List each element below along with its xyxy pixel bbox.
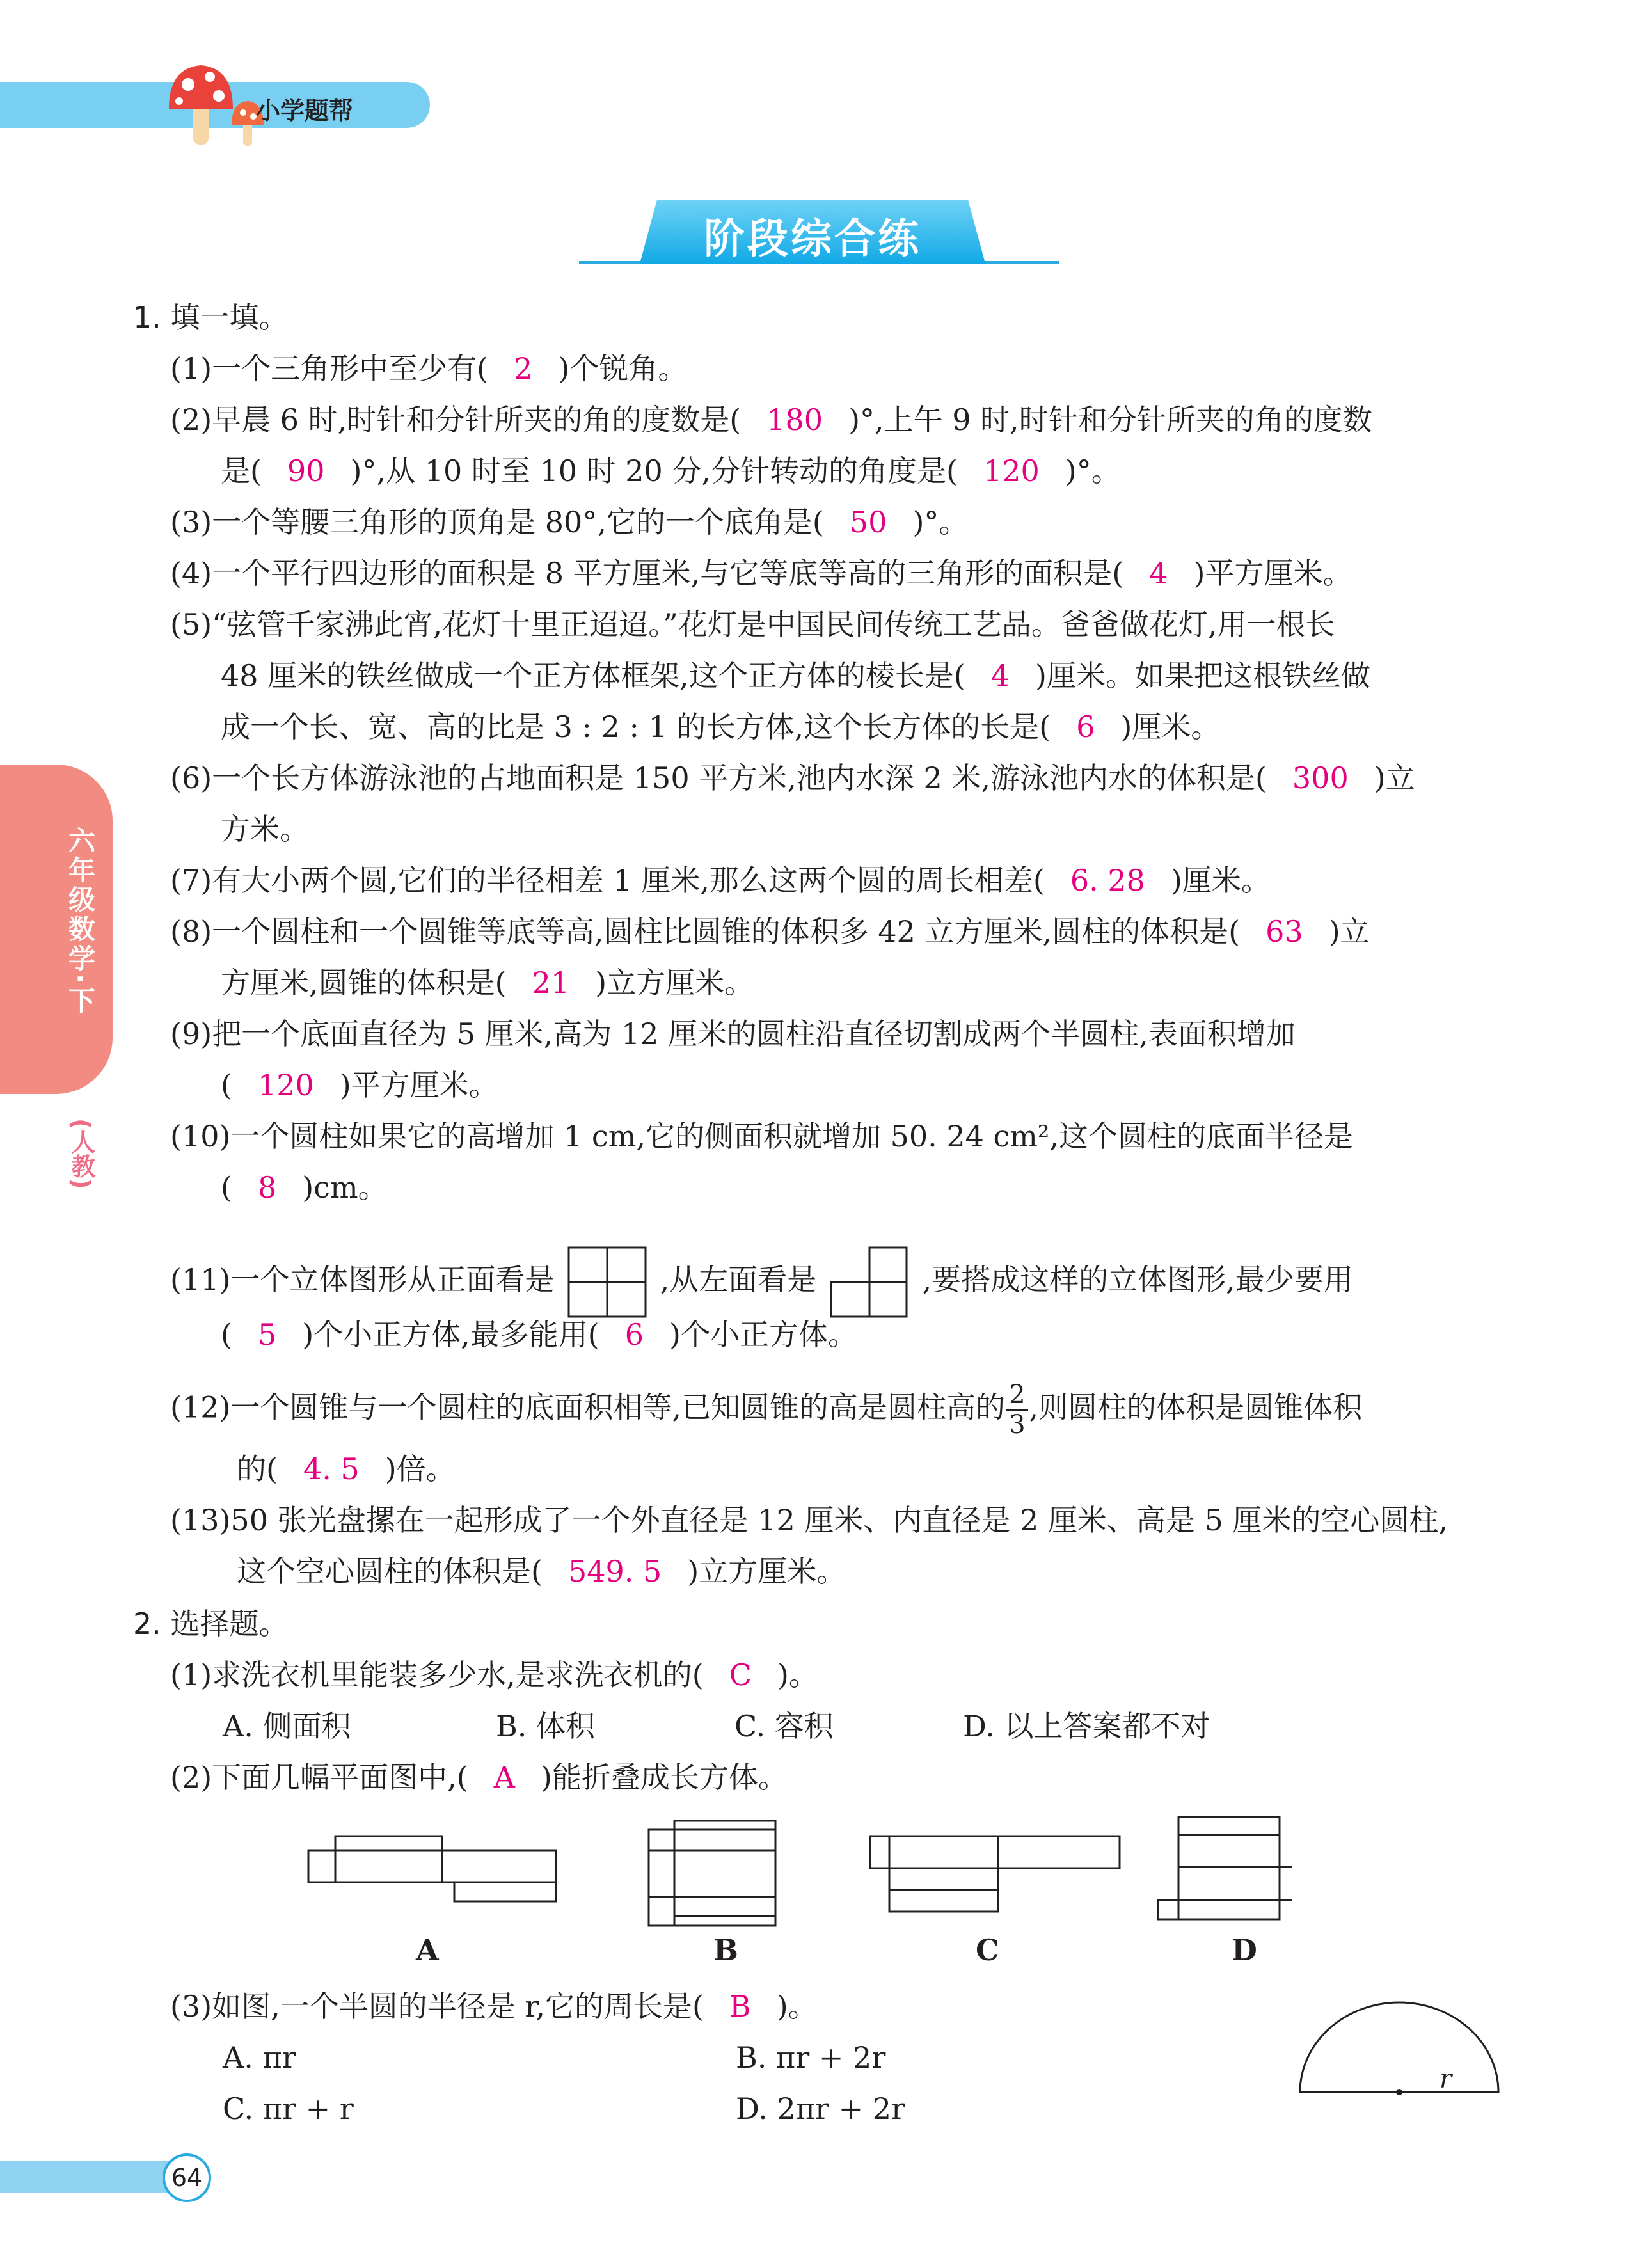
q1-item-9-cont: ( 120 )平方厘米。	[221, 1068, 498, 1102]
nets-figure	[301, 1811, 1292, 1971]
net-label-a: A	[416, 1933, 439, 1967]
answer: 21	[532, 965, 570, 1000]
section-title: 阶段综合练	[704, 216, 921, 263]
answer: 2	[514, 351, 533, 386]
q1-item-5-cont2: 成一个长、宽、高的比是 3 : 2 : 1 的长方体,这个长方体的长是( 6 )厘米。	[221, 710, 1221, 744]
semicircle-figure	[1292, 1990, 1510, 2105]
q2-3-option-d: D. 2πr + 2r	[736, 2091, 906, 2126]
q1-item-13-cont: 这个空心圆柱的体积是( 549. 5 )立方厘米。	[237, 1554, 846, 1589]
q2-1-option-d: D. 以上答案都不对	[963, 1709, 1210, 1743]
q2-3-option-a: A. πr	[223, 2040, 296, 2075]
answer: 50	[849, 505, 887, 539]
answer: 6	[624, 1317, 644, 1352]
q1-item-8: (8)一个圆柱和一个圆锥等底等高,圆柱比圆锥的体积多 42 立方厘米,圆柱的体积是( 63 )立	[170, 914, 1370, 949]
answer: 4. 5	[303, 1452, 360, 1486]
q2-1-option-b: B. 体积	[496, 1709, 596, 1743]
answer: 4	[1149, 556, 1168, 591]
left-view-figure	[830, 1246, 909, 1318]
q2-1-option-c: C. 容积	[734, 1709, 834, 1743]
q1-item-11: (11)一个立体图形从正面看是 ,从左面看是 ,要搭成这样的立体图形,最少要用	[170, 1246, 1353, 1318]
answer: 300	[1292, 761, 1349, 795]
q1-item-6: (6)一个长方体游泳池的占地面积是 150 平方米,池内水深 2 米,游泳池内水的体积是( 300 )立	[170, 761, 1415, 795]
q1-item-5: (5)“弦管千家沸此宵,花灯十里正迢迢。”花灯是中国民间传统工艺品。爸爸做花灯,用一根长	[170, 607, 1335, 642]
q1-item-2: (2)早晨 6 时,时针和分针所夹的角的度数是( 180 )°,上午 9 时,时针和分针所夹的角的度数	[170, 402, 1372, 437]
q2-3-option-b: B. πr + 2r	[736, 2040, 886, 2075]
page-number: 64	[163, 2153, 211, 2202]
q1-item-10: (10)一个圆柱如果它的高增加 1 cm,它的侧面积就增加 50. 24 cm²,这个圆柱的底面半径是	[170, 1119, 1353, 1154]
answer: 5	[257, 1317, 277, 1352]
answer: 6. 28	[1070, 863, 1145, 898]
q1-item-5-cont: 48 厘米的铁丝做成一个正方体框架,这个正方体的棱长是( 4 )厘米。如果把这根铁丝做	[221, 658, 1370, 693]
q1-item-7: (7)有大小两个圆,它们的半径相差 1 厘米,那么这两个圆的周长相差( 6. 28 )厘米。	[170, 863, 1271, 898]
q1-item-8-cont: 方厘米,圆锥的体积是( 21 )立方厘米。	[221, 965, 754, 1000]
brand-name: 小学题帮	[256, 97, 354, 125]
q2-item-1: (1)求洗衣机里能装多少水,是求洗衣机的( C )。	[170, 1658, 818, 1692]
edition-label: (人教)	[67, 1118, 95, 1189]
q1-item-3: (3)一个等腰三角形的顶角是 80°,它的一个底角是( 50 )°。	[170, 505, 969, 539]
answer: 90	[287, 454, 325, 488]
q1-item-12-cont: 的( 4. 5 )倍。	[237, 1452, 456, 1486]
answer: 8	[257, 1170, 277, 1205]
net-d	[1178, 1817, 1280, 1919]
q2-3-option-c: C. πr + r	[223, 2091, 354, 2126]
answer: C	[729, 1658, 752, 1692]
q2-item-2: (2)下面几幅平面图中,( A )能折叠成长方体。	[170, 1760, 788, 1795]
q1-item-1: (1)一个三角形中至少有( 2 )个锐角。	[170, 351, 688, 386]
net-c	[870, 1836, 1120, 1868]
answer: 549. 5	[567, 1554, 662, 1589]
answer: 180	[766, 402, 823, 437]
answer: 63	[1265, 914, 1303, 949]
net-b	[649, 1830, 674, 1926]
q1-item-10-cont: ( 8 )cm。	[221, 1170, 388, 1205]
q1-item-11-cont: ( 5 )个小正方体,最多能用( 6 )个小正方体。	[221, 1317, 857, 1352]
q1-item-4: (4)一个平行四边形的面积是 8 平方厘米,与它等底等高的三角形的面积是( 4 )平方厘米。	[170, 556, 1352, 591]
q2-1-option-a: A. 侧面积	[223, 1709, 351, 1743]
answer: A	[493, 1760, 515, 1795]
answer: 6	[1076, 710, 1095, 744]
q1-item-2-cont: 是( 90 )°,从 10 时至 10 时 20 分,分针转动的角度是( 120 )°。	[221, 454, 1121, 488]
answer: 4	[990, 658, 1010, 693]
net-label-d: D	[1232, 1933, 1257, 1967]
fraction: $\frac{2}{3}$	[1006, 1382, 1027, 1438]
net-label-c: C	[976, 1933, 999, 1967]
front-view-figure	[567, 1246, 647, 1318]
radius-label: r	[1440, 2065, 1452, 2094]
grade-label: 六年级数学·下	[65, 827, 96, 1016]
answer: B	[729, 1989, 751, 2024]
q1-item-13: (13)50 张光盘摞在一起形成了一个外直径是 12 厘米、内直径是 2 厘米、高是 5 厘米的空心圆柱,	[170, 1503, 1448, 1537]
answer: 120	[983, 454, 1040, 488]
net-label-b: B	[713, 1933, 738, 1967]
answer: 120	[257, 1068, 314, 1102]
net-a	[308, 1850, 335, 1882]
q1-item-9: (9)把一个底面直径为 5 厘米,高为 12 厘米的圆柱沿直径切割成两个半圆柱,表面积增加	[170, 1017, 1296, 1051]
q1-item-6-cont: 方米。	[221, 812, 309, 846]
q1-title: 1. 填一填。	[133, 300, 289, 335]
q1-item-12: (12)一个圆锥与一个圆柱的底面积相等,已知圆锥的高是圆柱高的 $\frac{2}{3}$ ,则圆柱的体积是圆锥体积	[170, 1380, 1363, 1439]
q2-item-3: (3)如图,一个半圆的半径是 r,它的周长是( B )。	[170, 1989, 818, 2024]
q2-title: 2. 选择题。	[133, 1606, 289, 1641]
